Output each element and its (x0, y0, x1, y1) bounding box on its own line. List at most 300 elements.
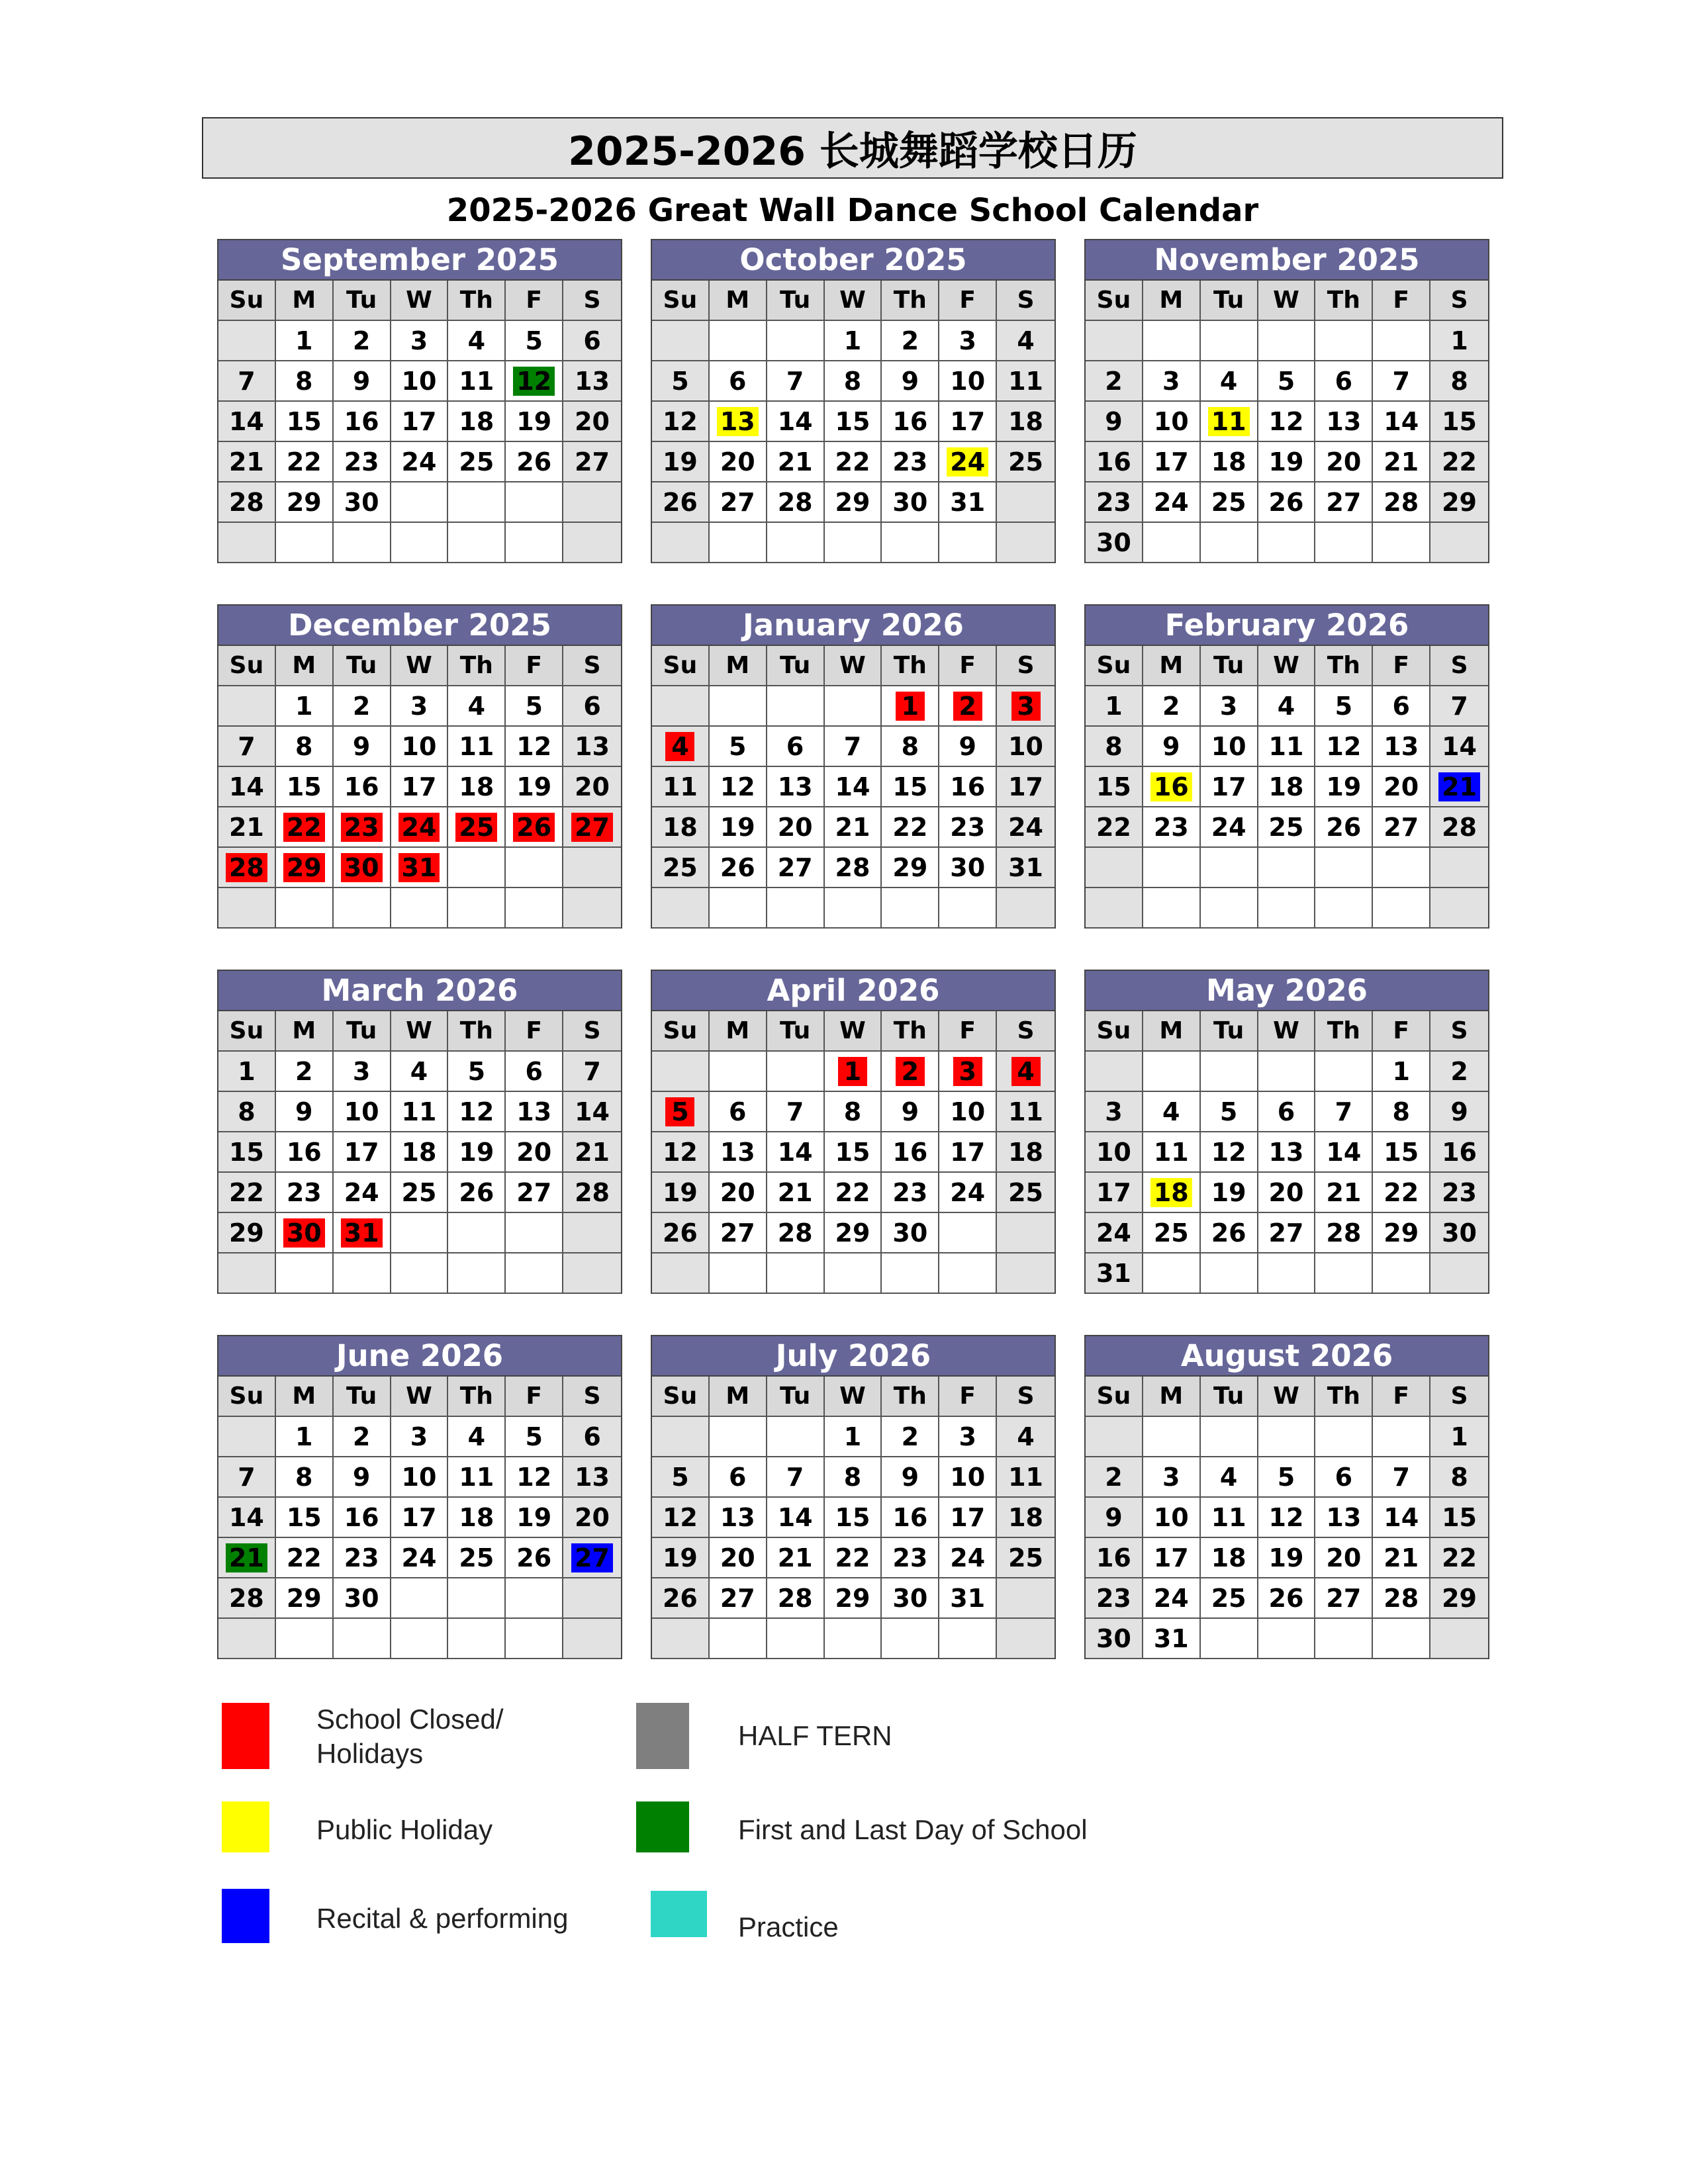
month-day-grid (218, 1011, 621, 1294)
day-number: 30 (1442, 1218, 1477, 1248)
day-cell (563, 1092, 621, 1132)
empty-day-cell (1373, 1417, 1430, 1457)
day-number: 3 (1105, 1097, 1123, 1126)
day-number: 22 (286, 1543, 322, 1572)
day-cell (391, 321, 449, 361)
weekday-header: Th (882, 646, 939, 686)
day-cell (1086, 807, 1143, 848)
day-number: 22 (835, 1177, 870, 1207)
legend-label-recital: Recital & performing (316, 1903, 569, 1934)
empty-day-cell (218, 888, 276, 929)
day-number: 3 (1162, 1462, 1180, 1492)
legend-label-closed-line1: School Closed/ (316, 1704, 504, 1735)
empty-day-cell (334, 1253, 391, 1294)
day-cell (997, 1132, 1055, 1173)
weekday-header: Th (448, 281, 506, 321)
day-number: 14 (228, 772, 264, 801)
legend-label-public-holiday: Public Holiday (316, 1814, 493, 1845)
day-cell (1086, 1173, 1143, 1213)
day-cell (218, 361, 276, 402)
empty-day-cell (710, 523, 767, 563)
day-number: 4 (1219, 1462, 1238, 1492)
day-cell (1201, 1457, 1258, 1498)
day-cell (939, 686, 997, 727)
day-number: 6 (1392, 691, 1410, 721)
day-cell (997, 1538, 1055, 1578)
day-cell (563, 686, 621, 727)
day-cell (448, 1092, 506, 1132)
empty-day-cell (1258, 888, 1316, 929)
day-cell (563, 727, 621, 767)
weekday-header: Tu (1201, 646, 1258, 686)
day-number: 17 (1211, 772, 1246, 801)
day-number: 18 (459, 406, 494, 436)
weekday-header: F (939, 281, 997, 321)
empty-day-cell (506, 1213, 563, 1253)
day-number: 10 (401, 731, 437, 761)
day-cell (1315, 1132, 1373, 1173)
day-cell (1315, 727, 1373, 767)
day-number: 16 (1096, 1543, 1131, 1572)
day-number: 11 (1008, 1097, 1043, 1126)
day-cell (710, 361, 767, 402)
day-number: 6 (583, 1422, 601, 1451)
day-number: 23 (892, 1177, 928, 1207)
day-number: 2 (352, 691, 371, 721)
day-number: 24 (1153, 1583, 1189, 1613)
month-day-grid (1086, 281, 1488, 563)
empty-day-cell (825, 523, 882, 563)
day-cell (882, 848, 939, 888)
day-cell (276, 1052, 334, 1092)
day-cell (1086, 1092, 1143, 1132)
month-title: September 2025 (218, 240, 621, 281)
day-cell (710, 807, 767, 848)
day-cell (1315, 1578, 1373, 1619)
empty-day-cell (506, 888, 563, 929)
day-cell (825, 1092, 882, 1132)
day-number: 12 (662, 1137, 698, 1167)
day-cell (448, 1417, 506, 1457)
empty-day-cell (506, 1578, 563, 1619)
day-cell (767, 767, 825, 807)
day-number: 22 (835, 447, 870, 477)
empty-day-cell (506, 1619, 563, 1659)
day-cell (767, 1132, 825, 1173)
empty-day-cell (997, 888, 1055, 929)
day-number: 26 (1268, 1583, 1304, 1613)
empty-day-cell (652, 1619, 710, 1659)
day-cell (448, 402, 506, 442)
day-number: 1 (838, 1057, 867, 1086)
month-calendar (1084, 970, 1489, 1294)
weekday-header: M (276, 281, 334, 321)
weekday-header: Su (218, 1377, 276, 1417)
day-cell (939, 767, 997, 807)
day-cell (652, 482, 710, 523)
day-cell (1143, 1457, 1201, 1498)
day-cell (1430, 1498, 1488, 1538)
day-number: 31 (399, 853, 440, 882)
empty-day-cell (825, 1253, 882, 1294)
day-number: 28 (226, 853, 267, 882)
weekday-header: S (1430, 1377, 1488, 1417)
day-cell (825, 727, 882, 767)
day-cell (825, 1213, 882, 1253)
day-number: 30 (1096, 1623, 1131, 1653)
weekday-header: Su (1086, 646, 1143, 686)
day-cell (218, 848, 276, 888)
day-number: 19 (459, 1137, 494, 1167)
day-cell (1430, 1132, 1488, 1173)
day-cell (710, 1213, 767, 1253)
day-number: 11 (459, 366, 494, 396)
day-cell (1430, 1213, 1488, 1253)
day-cell (882, 1092, 939, 1132)
empty-day-cell (939, 888, 997, 929)
day-cell (882, 1498, 939, 1538)
empty-day-cell (652, 1417, 710, 1457)
day-number: 17 (401, 1502, 437, 1532)
day-number: 5 (671, 366, 689, 396)
empty-day-cell (1201, 523, 1258, 563)
day-cell (652, 1092, 710, 1132)
day-number: 23 (892, 1543, 928, 1572)
day-cell (825, 442, 882, 482)
month-day-grid (652, 1011, 1055, 1294)
empty-day-cell (563, 1253, 621, 1294)
day-number: 29 (835, 487, 870, 517)
day-number: 6 (729, 1462, 747, 1492)
day-number: 22 (228, 1177, 264, 1207)
day-number: 31 (1096, 1258, 1131, 1288)
day-cell (1143, 1173, 1201, 1213)
day-cell (506, 727, 563, 767)
day-cell (1373, 442, 1430, 482)
day-number: 1 (295, 691, 313, 721)
day-cell (997, 848, 1055, 888)
weekday-header: Su (652, 1377, 710, 1417)
weekday-header: Su (652, 1011, 710, 1052)
day-number: 12 (662, 406, 698, 436)
day-number: 27 (516, 1177, 552, 1207)
day-cell (1201, 482, 1258, 523)
day-number: 17 (1096, 1177, 1131, 1207)
day-number: 12 (662, 1502, 698, 1532)
day-number: 22 (892, 812, 928, 842)
weekday-header: W (1258, 1011, 1316, 1052)
day-cell (1143, 482, 1201, 523)
day-number: 9 (1105, 406, 1123, 436)
empty-day-cell (997, 1213, 1055, 1253)
day-cell (1201, 361, 1258, 402)
empty-day-cell (1373, 1619, 1430, 1659)
day-number: 28 (228, 1583, 264, 1613)
day-number: 14 (1383, 1502, 1419, 1532)
day-cell (218, 1132, 276, 1173)
weekday-header: M (276, 646, 334, 686)
day-cell (652, 807, 710, 848)
day-number: 22 (1096, 812, 1131, 842)
day-number: 6 (583, 691, 601, 721)
day-number: 26 (662, 1583, 698, 1613)
day-number: 28 (575, 1177, 610, 1207)
day-number: 20 (720, 1543, 755, 1572)
day-cell (1143, 1132, 1201, 1173)
day-number: 13 (575, 1462, 610, 1492)
weekday-header: W (1258, 1377, 1316, 1417)
day-cell (563, 442, 621, 482)
day-number: 19 (1268, 447, 1304, 477)
day-cell (939, 1132, 997, 1173)
empty-day-cell (1143, 1253, 1201, 1294)
day-number: 5 (1277, 366, 1295, 396)
day-number: 27 (571, 1543, 613, 1572)
day-cell (276, 807, 334, 848)
day-number: 1 (843, 1422, 862, 1451)
day-number: 29 (1383, 1218, 1419, 1248)
day-cell (1430, 321, 1488, 361)
day-number: 21 (575, 1137, 610, 1167)
day-cell (825, 1132, 882, 1173)
day-cell (997, 402, 1055, 442)
day-number: 2 (352, 1422, 371, 1451)
day-cell (334, 321, 391, 361)
month-day-grid (652, 281, 1055, 563)
day-number: 26 (662, 487, 698, 517)
empty-day-cell (563, 848, 621, 888)
empty-day-cell (882, 1253, 939, 1294)
day-number: 15 (1383, 1137, 1419, 1167)
day-number: 9 (295, 1097, 313, 1126)
day-number: 28 (228, 487, 264, 517)
day-number: 27 (1383, 812, 1419, 842)
weekday-header: Tu (1201, 1011, 1258, 1052)
day-cell (1086, 361, 1143, 402)
day-cell (506, 1092, 563, 1132)
empty-day-cell (391, 1578, 449, 1619)
day-number: 14 (777, 406, 813, 436)
empty-day-cell (882, 523, 939, 563)
day-number: 20 (1326, 447, 1362, 477)
empty-day-cell (334, 523, 391, 563)
day-number: 23 (950, 812, 986, 842)
day-number: 10 (1096, 1137, 1131, 1167)
day-cell (652, 361, 710, 402)
day-number: 19 (662, 1177, 698, 1207)
day-cell (334, 848, 391, 888)
day-cell (710, 1578, 767, 1619)
weekday-header: Tu (767, 646, 825, 686)
day-cell (1086, 727, 1143, 767)
empty-day-cell (767, 1052, 825, 1092)
day-cell (767, 848, 825, 888)
day-cell (1373, 361, 1430, 402)
empty-day-cell (1086, 848, 1143, 888)
empty-day-cell (563, 482, 621, 523)
day-number: 13 (1326, 406, 1362, 436)
day-cell (825, 1457, 882, 1498)
day-number: 2 (1105, 1462, 1123, 1492)
month-day-grid (218, 646, 621, 929)
legend-label-closed-line2: Holidays (316, 1738, 424, 1769)
weekday-header: F (1373, 281, 1430, 321)
day-cell (710, 1538, 767, 1578)
day-number: 25 (455, 813, 497, 842)
empty-day-cell (1258, 1253, 1316, 1294)
day-cell (276, 1498, 334, 1538)
day-number: 11 (1008, 1462, 1043, 1492)
day-cell (1201, 727, 1258, 767)
day-cell (652, 1173, 710, 1213)
day-number: 14 (777, 1502, 813, 1532)
day-number: 27 (575, 447, 610, 477)
day-number: 4 (467, 326, 486, 355)
day-cell (1086, 686, 1143, 727)
empty-day-cell (1430, 1253, 1488, 1294)
weekday-header: F (1373, 1377, 1430, 1417)
month-calendar (651, 1335, 1056, 1659)
day-cell (334, 1578, 391, 1619)
empty-day-cell (1143, 1417, 1201, 1457)
day-number: 28 (777, 1583, 813, 1613)
empty-day-cell (1258, 523, 1316, 563)
day-cell (1258, 767, 1316, 807)
day-cell (276, 321, 334, 361)
weekday-header: F (1373, 1011, 1430, 1052)
day-number: 3 (410, 691, 428, 721)
empty-day-cell (997, 1619, 1055, 1659)
day-cell (563, 1052, 621, 1092)
day-number: 18 (1008, 406, 1043, 436)
day-cell (276, 361, 334, 402)
day-cell (652, 1457, 710, 1498)
weekday-header: S (563, 646, 621, 686)
weekday-header: S (997, 1011, 1055, 1052)
day-cell (1430, 1092, 1488, 1132)
day-cell (1086, 402, 1143, 442)
day-number: 7 (843, 731, 862, 761)
month-day-grid (1086, 646, 1488, 929)
day-cell (882, 1457, 939, 1498)
day-cell (652, 1132, 710, 1173)
day-cell (882, 807, 939, 848)
day-number: 7 (1335, 1097, 1353, 1126)
day-cell (1086, 1498, 1143, 1538)
empty-day-cell (997, 1253, 1055, 1294)
day-number: 10 (401, 366, 437, 396)
weekday-header: F (939, 646, 997, 686)
day-number: 28 (835, 852, 870, 882)
day-cell (1258, 1213, 1316, 1253)
day-number: 29 (1442, 1583, 1477, 1613)
weekday-header: Th (1315, 646, 1373, 686)
day-number: 15 (1442, 406, 1477, 436)
day-number: 5 (1335, 691, 1353, 721)
day-number: 10 (1008, 731, 1043, 761)
day-cell (997, 1457, 1055, 1498)
day-number: 20 (575, 406, 610, 436)
weekday-header: Tu (334, 1377, 391, 1417)
day-cell (506, 1538, 563, 1578)
day-cell (882, 402, 939, 442)
day-cell (1430, 1173, 1488, 1213)
day-cell (1373, 767, 1430, 807)
weekday-header: S (1430, 1011, 1488, 1052)
empty-day-cell (1373, 1253, 1430, 1294)
day-number: 25 (1153, 1218, 1189, 1248)
day-number: 24 (950, 1177, 986, 1207)
day-cell (276, 767, 334, 807)
day-cell (767, 1213, 825, 1253)
empty-day-cell (563, 888, 621, 929)
empty-day-cell (710, 1052, 767, 1092)
month-title: July 2026 (652, 1336, 1055, 1377)
day-number: 11 (401, 1097, 437, 1126)
day-cell (1315, 686, 1373, 727)
day-cell (1201, 1092, 1258, 1132)
month-calendar (1084, 239, 1489, 563)
day-number: 23 (1096, 1583, 1131, 1613)
day-number: 26 (513, 813, 555, 842)
weekday-header: Tu (334, 281, 391, 321)
day-cell (218, 1538, 276, 1578)
day-number: 4 (1011, 1057, 1041, 1086)
day-cell (1373, 1213, 1430, 1253)
day-cell (1201, 1498, 1258, 1538)
day-number: 6 (1335, 1462, 1353, 1492)
day-number: 1 (295, 326, 313, 355)
day-cell (334, 767, 391, 807)
day-cell (1258, 1092, 1316, 1132)
day-number: 15 (1096, 772, 1131, 801)
day-cell (767, 361, 825, 402)
day-number: 23 (1442, 1177, 1477, 1207)
empty-day-cell (506, 482, 563, 523)
weekday-header: Th (1315, 1377, 1373, 1417)
day-cell (939, 807, 997, 848)
day-number: 22 (1383, 1177, 1419, 1207)
day-cell (997, 1092, 1055, 1132)
day-cell (825, 482, 882, 523)
day-number: 24 (399, 813, 440, 842)
month-calendar (651, 970, 1056, 1294)
day-cell (997, 321, 1055, 361)
day-cell (448, 442, 506, 482)
day-cell (1143, 1578, 1201, 1619)
day-number: 19 (720, 812, 755, 842)
day-cell (767, 1457, 825, 1498)
day-cell (1430, 807, 1488, 848)
day-number: 5 (1219, 1097, 1238, 1126)
day-number: 1 (1392, 1056, 1410, 1086)
day-cell (825, 1578, 882, 1619)
day-cell (1258, 686, 1316, 727)
day-number: 13 (575, 366, 610, 396)
day-number: 9 (352, 1462, 371, 1492)
day-cell (563, 1538, 621, 1578)
day-cell (563, 767, 621, 807)
day-number: 10 (950, 1462, 986, 1492)
month-title: November 2025 (1086, 240, 1488, 281)
day-number: 18 (401, 1137, 437, 1167)
day-number: 20 (720, 1177, 755, 1207)
day-cell (1086, 1578, 1143, 1619)
day-cell (1430, 1578, 1488, 1619)
day-cell (1315, 1092, 1373, 1132)
day-number: 8 (843, 1097, 862, 1126)
empty-day-cell (276, 1253, 334, 1294)
